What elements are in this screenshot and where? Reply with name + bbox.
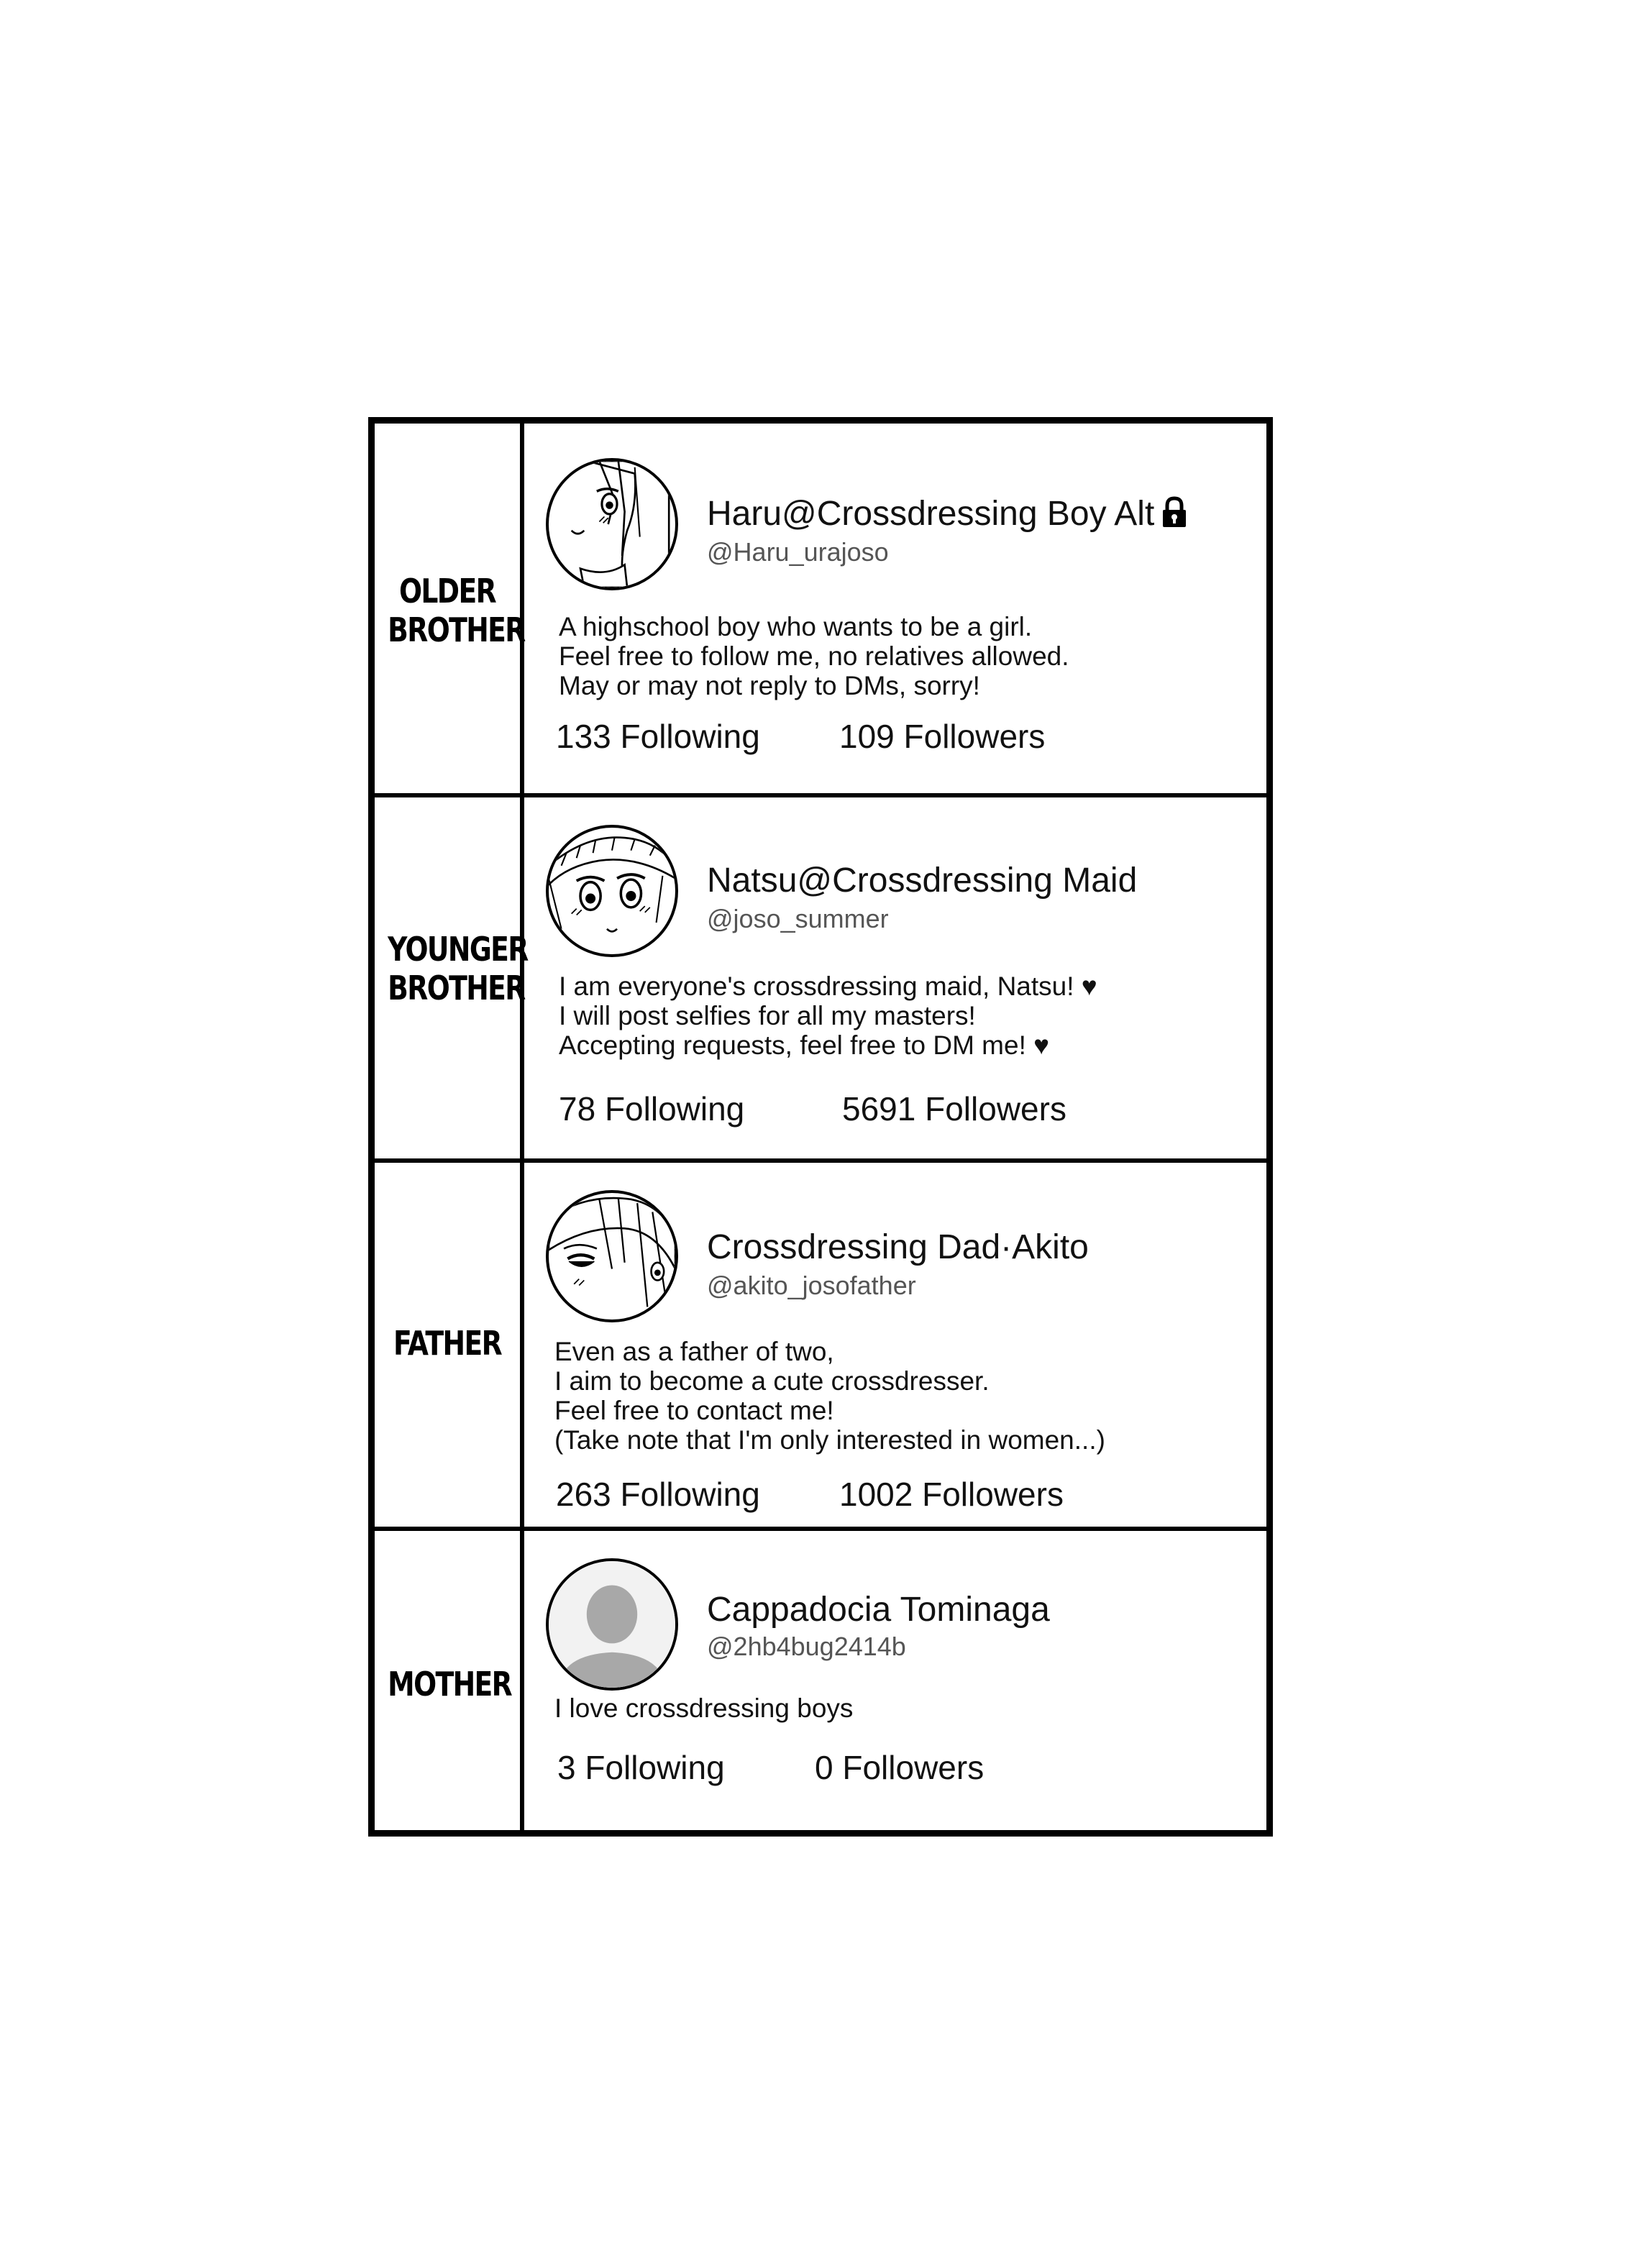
- bio-line: I am everyone's crossdressing maid, Natsu! ♥: [559, 971, 1097, 1001]
- followers-link[interactable]: 5691 Followers: [842, 1090, 1066, 1128]
- anime-avatar-icon: [549, 1193, 675, 1320]
- following-link[interactable]: 78 Following: [559, 1090, 745, 1128]
- bio-line: Even as a father of two,: [554, 1337, 834, 1366]
- following-link[interactable]: 133 Following: [556, 718, 760, 755]
- bio-line: I aim to become a cute crossdresser.: [554, 1366, 990, 1396]
- avatar[interactable]: [546, 1190, 678, 1322]
- bio-line: Feel free to contact me!: [554, 1396, 834, 1425]
- followers-link[interactable]: 109 Followers: [839, 718, 1046, 755]
- bio-line: May or may not reply to DMs, sorry!: [559, 671, 980, 700]
- bio: [559, 971, 1097, 1060]
- bio-line: Feel free to follow me, no relatives allowed.: [559, 641, 1069, 671]
- handle[interactable]: @Haru_urajoso: [707, 537, 889, 567]
- profile-table: [368, 417, 1273, 1837]
- profile-card: [524, 1163, 1266, 1527]
- handle[interactable]: @2hb4bug2414b: [707, 1632, 906, 1661]
- bio-line: (Take note that I'm only interested in women...): [554, 1425, 1105, 1455]
- profile-card: [524, 1531, 1266, 1830]
- avatar[interactable]: [546, 825, 678, 957]
- bio-line: I will post selfies for all my masters!: [559, 1001, 976, 1030]
- profile-row-younger-brother: [375, 797, 1266, 1158]
- following-link[interactable]: 3 Following: [557, 1749, 725, 1786]
- display-name: Cappadocia Tominaga: [707, 1591, 1050, 1629]
- handle[interactable]: @akito_josofather: [707, 1271, 916, 1300]
- display-name: Crossdressing Dad·Akito: [707, 1228, 1089, 1266]
- anime-avatar-icon: [549, 828, 675, 954]
- bio-line: Accepting requests, feel free to DM me! ♥: [559, 1030, 1050, 1060]
- following-link[interactable]: 263 Following: [556, 1476, 760, 1513]
- handle[interactable]: @joso_summer: [707, 904, 889, 933]
- profile-row-older-brother: [375, 424, 1266, 793]
- anime-avatar-icon: [549, 461, 675, 587]
- default-avatar-icon: [549, 1561, 675, 1688]
- bio: [554, 1337, 1105, 1455]
- profile-card: [524, 797, 1266, 1158]
- role-label: YOUNGER BROTHER: [388, 930, 528, 1007]
- display-name: Haru@Crossdressing Boy Alt: [707, 494, 1187, 536]
- followers-link[interactable]: 1002 Followers: [839, 1476, 1064, 1513]
- avatar[interactable]: [546, 1558, 678, 1691]
- bio: [554, 1693, 853, 1723]
- followers-link[interactable]: 0 Followers: [815, 1749, 984, 1786]
- role-label: MOTHER: [388, 1665, 512, 1704]
- lock-icon: [1161, 496, 1187, 536]
- bio-line: A highschool boy who wants to be a girl.: [559, 612, 1033, 641]
- role-label: OLDER BROTHER: [388, 572, 525, 649]
- profile-card: [524, 424, 1266, 793]
- profile-row-father: [375, 1163, 1266, 1527]
- role-label: FATHER: [393, 1324, 501, 1363]
- avatar[interactable]: [546, 458, 678, 590]
- bio-line: I love crossdressing boys: [554, 1693, 854, 1723]
- bio: [559, 612, 1069, 700]
- display-name: Natsu@Crossdressing Maid: [707, 861, 1138, 900]
- profile-row-mother: [375, 1531, 1266, 1830]
